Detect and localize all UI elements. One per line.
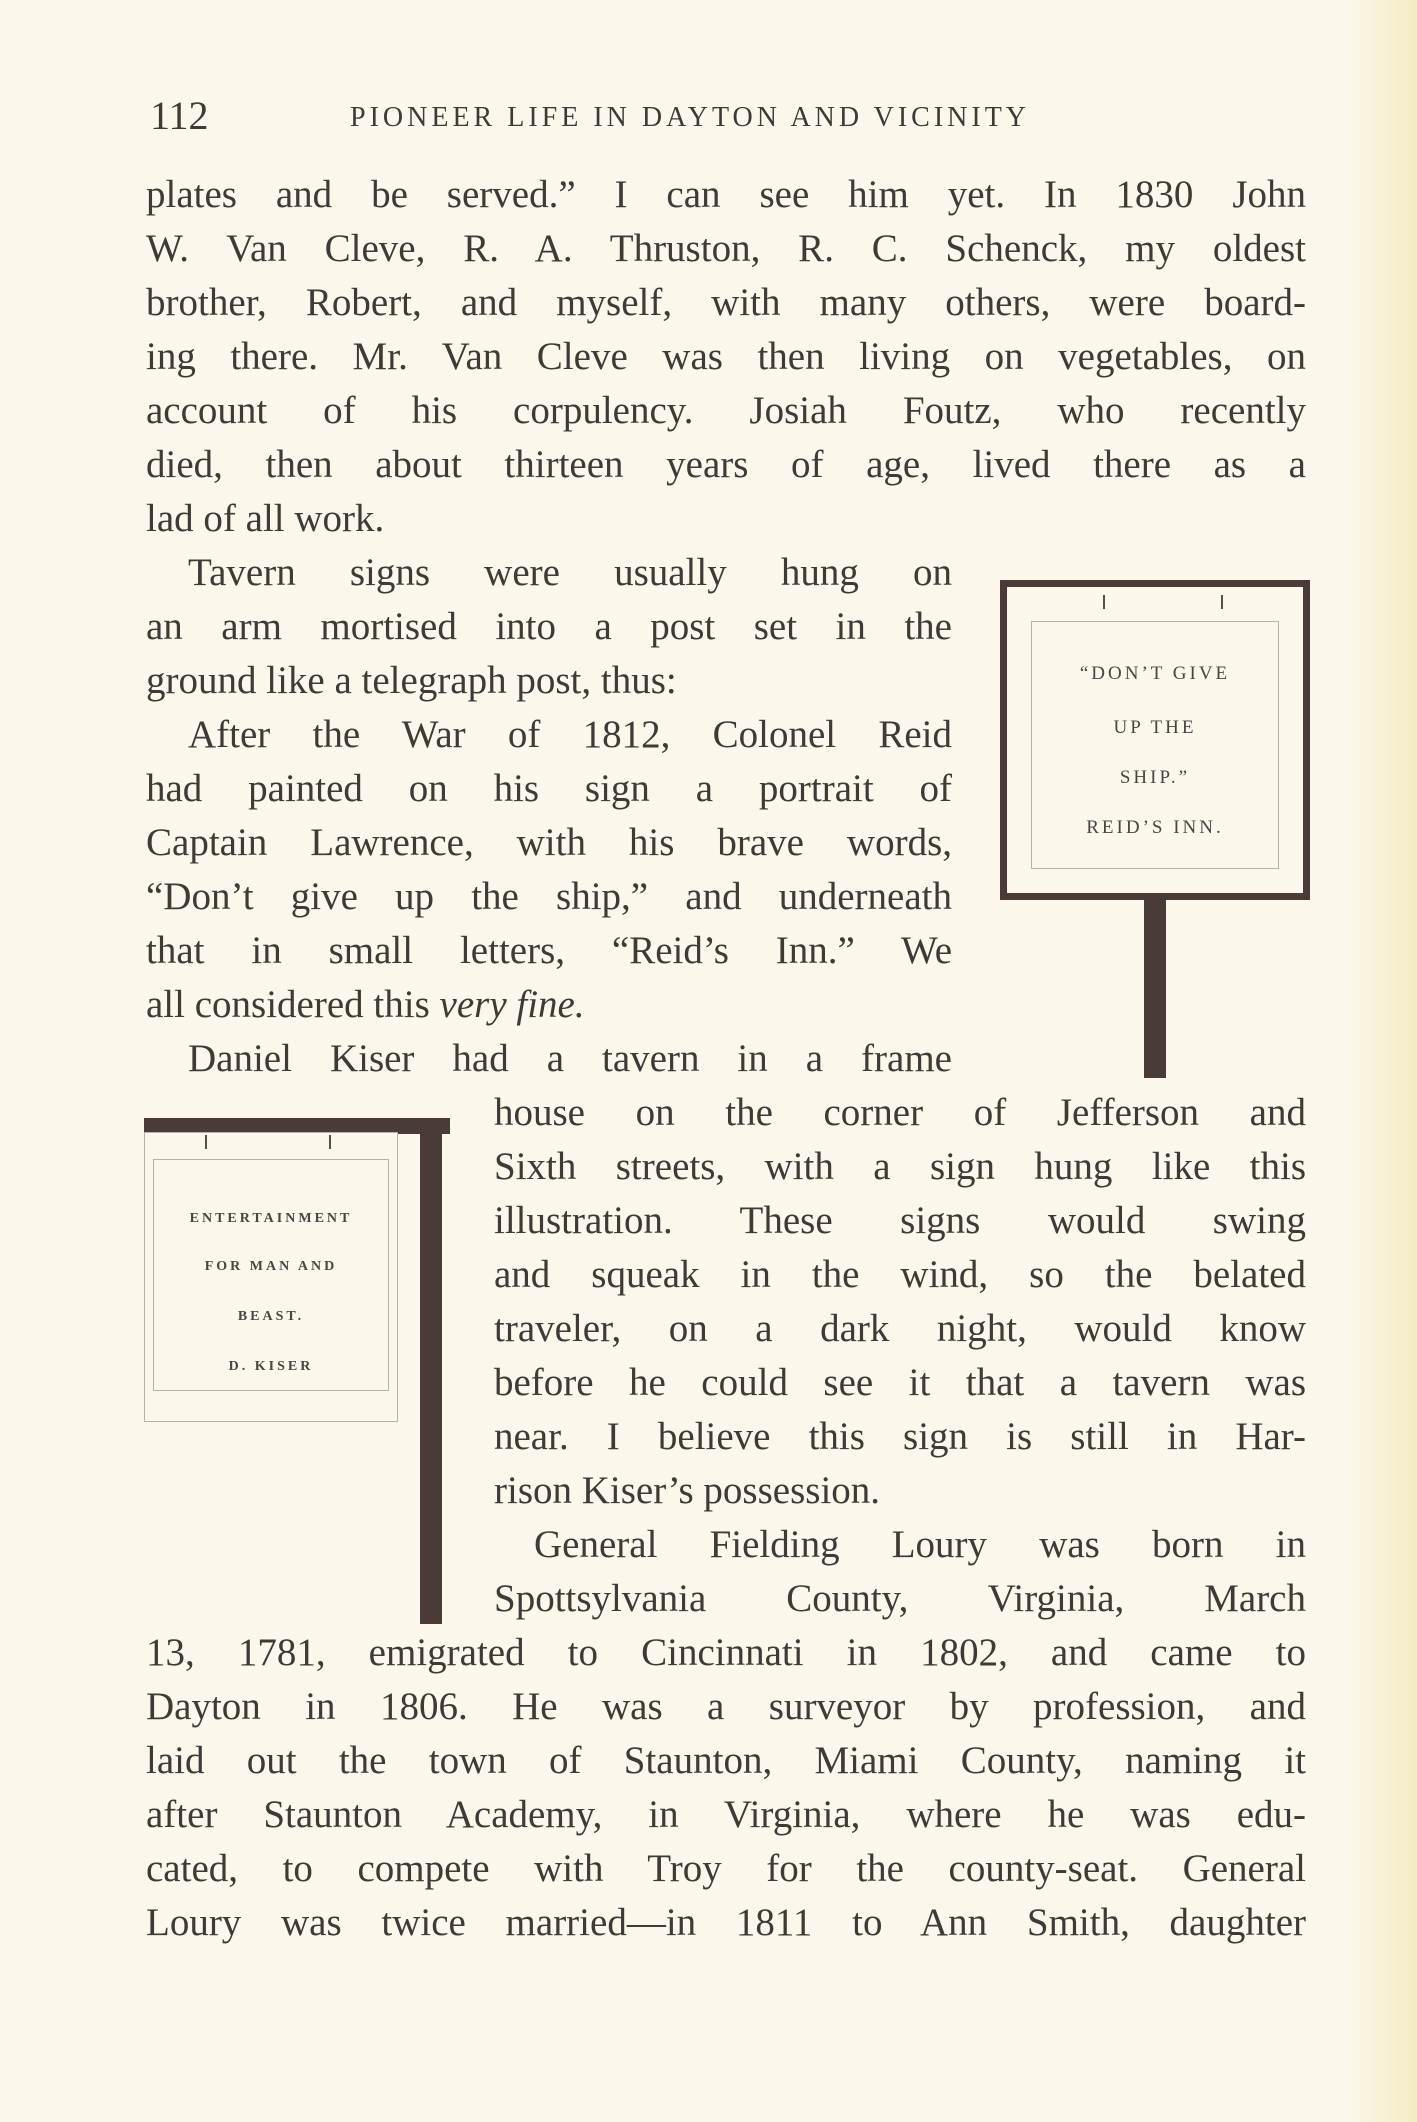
text-line: illustration. These signs would swing (494, 1199, 1306, 1242)
page-number: 112 (150, 93, 209, 138)
sign-text: FOR MAN AND (204, 1259, 338, 1274)
text-line: 13, 1781, emigrated to Cincinnati in 1802, and came to (146, 1631, 1306, 1674)
hanger-left (1103, 595, 1105, 609)
sign-text: BEAST. (237, 1309, 305, 1324)
text-line: and squeak in the wind, so the belated (494, 1253, 1306, 1296)
text-line: near. I believe this sign is still in Har- (494, 1415, 1306, 1458)
sign-text: UP THE (1113, 717, 1197, 738)
text-line: died, then about thirteen years of age, lived there as a (146, 443, 1306, 486)
running-head: PIONEER LIFE IN DAYTON AND VICINITY (350, 102, 1031, 133)
sign-text: SHIP.” (1119, 767, 1191, 788)
sign-inner-frame (153, 1159, 389, 1391)
text-line: Dayton in 1806. He was a surveyor by profession, and (146, 1685, 1306, 1728)
sign-board (144, 1132, 398, 1422)
text-line: cated, to compete with Troy for the county-seat. General (146, 1847, 1306, 1890)
text-line: before he could see it that a tavern was (494, 1361, 1306, 1404)
hanger-left (205, 1135, 207, 1149)
text-line: Spottsylvania County, Virginia, March (494, 1577, 1306, 1620)
text-line: After the War of 1812, Colonel Reid (188, 713, 952, 756)
text-line: house on the corner of Jefferson and (494, 1091, 1306, 1134)
sign-text: D. KISER (228, 1359, 314, 1374)
text-line: Loury was twice married—in 1811 to Ann Smith, daughter (146, 1901, 1306, 1944)
text-line: Tavern signs were usually hung on (188, 551, 952, 594)
text-line: had painted on his sign a portrait of (146, 767, 952, 810)
text-line: plates and be served.” I can see him yet. In 1830 John (146, 173, 1306, 216)
page-edge-shadow (1347, 0, 1417, 2122)
sign-text: REID’S INN. (1086, 817, 1224, 838)
text-line: General Fielding Loury was born in (534, 1523, 1306, 1566)
page-header (150, 92, 1310, 142)
text-line: an arm mortised into a post set in the (146, 605, 952, 648)
text-line: brother, Robert, and myself, with many others, were board- (146, 281, 1306, 324)
kiser-sign-illustration (144, 1118, 450, 1624)
text-line: Daniel Kiser had a tavern in a frame (188, 1037, 952, 1080)
text-line: traveler, on a dark night, would know (494, 1307, 1306, 1350)
text-line: after Staunton Academy, in Virginia, where he was edu- (146, 1793, 1306, 1836)
sign-post (420, 1118, 442, 1624)
text-line: account of his corpulency. Josiah Foutz, who recently (146, 389, 1306, 432)
text-line (146, 982, 952, 1027)
text-line: Captain Lawrence, with his brave words, (146, 821, 952, 864)
text-line: ing there. Mr. Van Cleve was then living on vegetables, on (146, 335, 1306, 378)
hanger-right (329, 1135, 331, 1149)
sign-text: ENTERTAINMENT (189, 1211, 353, 1226)
sign-text: “DON’T GIVE (1079, 663, 1231, 684)
text-line: laid out the town of Staunton, Miami County, naming it (146, 1739, 1306, 1782)
text-line: rison Kiser’s possession. (494, 1469, 881, 1512)
italic-phrase: very fine. (439, 983, 585, 1026)
text-line: W. Van Cleve, R. A. Thruston, R. C. Schenck, my oldest (146, 227, 1306, 270)
text-line: “Don’t give up the ship,” and underneath (146, 875, 952, 918)
reids-inn-sign-illustration (1000, 580, 1310, 1080)
sign-post (1144, 900, 1166, 1078)
sign-board (1000, 580, 1310, 900)
text-line: that in small letters, “Reid’s Inn.” We (146, 929, 952, 972)
text-line: ground like a telegraph post, thus: (146, 659, 677, 702)
hanger-right (1221, 595, 1223, 609)
text-line: lad of all work. (146, 497, 385, 540)
text-segment: all considered this (146, 983, 430, 1026)
text-line: Sixth streets, with a sign hung like this (494, 1145, 1306, 1188)
